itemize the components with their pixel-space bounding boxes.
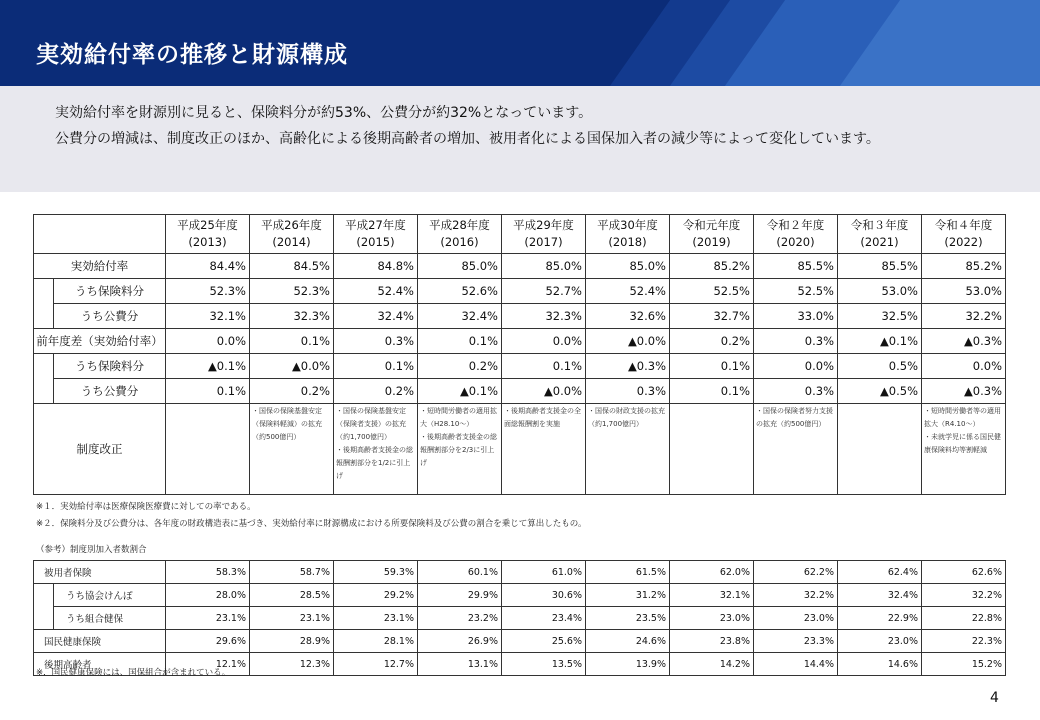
table-cell: 28.5% [250,584,334,607]
table-cell: 23.8% [670,630,754,653]
table-cell: 0.3% [754,329,838,354]
table-cell: 29.6% [166,630,250,653]
calendar-year-label: (2019) [692,235,731,249]
table-cell: 32.2% [922,304,1006,329]
table-cell: ▲0.0% [502,379,586,404]
table-cell: 22.9% [838,607,922,630]
table-cell: 29.2% [334,584,418,607]
table-cell: 32.2% [922,584,1006,607]
table-cell: 23.0% [754,607,838,630]
table-cell: 32.1% [670,584,754,607]
year-header [754,215,838,254]
table-cell: 85.5% [754,254,838,279]
table-cell: 30.6% [502,584,586,607]
row-national-health-insurance [34,630,1006,653]
row-yoy-public [34,379,1006,404]
row-employee-insurance [34,561,1006,584]
slide-header [0,0,1040,86]
table-cell: 62.4% [838,561,922,584]
table-cell: 0.2% [250,379,334,404]
table-cell: 61.0% [502,561,586,584]
calendar-year-label: (2020) [776,235,815,249]
fiscal-year-label: 平成29年度 [513,218,574,232]
year-header [166,215,250,254]
table-cell: 52.5% [754,279,838,304]
table-cell: 32.3% [250,304,334,329]
table-cell: 0.0% [754,354,838,379]
row-system-reform [34,404,1006,495]
table-cell: 23.1% [334,607,418,630]
table-cell: 32.4% [418,304,502,329]
table-cell: 28.1% [334,630,418,653]
table-cell: 0.5% [838,354,922,379]
table-cell: 0.1% [418,329,502,354]
row-kumiai-kenpo [34,607,1006,630]
table-cell: 32.7% [670,304,754,329]
row-label: うち保険料分 [54,279,166,304]
year-header-row [34,215,1006,254]
row-label: うち組合健保 [54,607,166,630]
intro-line-2: 公費分の増減は、制度改正のほか、高齢化による後期高齢者の増加、被用者化による国保加入者の減少等によって変化しています。 [55,131,880,147]
fiscal-year-label: 平成30年度 [597,218,658,232]
row-effective-rate [34,254,1006,279]
year-header [586,215,670,254]
row-kyokai-kenpo [34,584,1006,607]
row-label: うち協会けんぽ [54,584,166,607]
footnote-1: ※１．実効給付率は医療保険医療費に対しての率である。 [36,502,256,512]
reform-note-cell: ・短時間労働者の適用拡大（H28.10～） ・後期高齢者支援金の総報酬割部分を2/3に引上げ [418,404,502,495]
fiscal-year-label: 平成28年度 [429,218,490,232]
table-cell: 23.1% [250,607,334,630]
reform-note-cell [670,404,754,495]
table-cell: 23.2% [418,607,502,630]
reform-note-cell [838,404,922,495]
table-cell: 15.2% [922,653,1006,676]
page-title: 実効給付率の推移と財源構成 [36,42,348,68]
table-cell: 23.1% [166,607,250,630]
fiscal-year-label: 平成25年度 [177,218,238,232]
year-header [334,215,418,254]
table-cell: 0.0% [922,354,1006,379]
indent-cell [34,279,54,329]
table-cell: 52.7% [502,279,586,304]
table-cell: 28.9% [250,630,334,653]
calendar-year-label: (2014) [272,235,311,249]
table-cell: 32.4% [838,584,922,607]
row-premium-share [34,279,1006,304]
table-cell: 0.1% [670,354,754,379]
row-label: 前年度差（実効給付率） [34,329,166,354]
table-cell: 85.2% [922,254,1006,279]
row-label: うち保険料分 [54,354,166,379]
table-cell: 53.0% [922,279,1006,304]
calendar-year-label: (2022) [944,235,983,249]
footnote-2: ※２．保険料分及び公費分は、各年度の財政構造表に基づき、実効給付率に財源構成における所要保険料及び公費の割合を乗じて算出したもの。 [36,519,587,529]
table-cell: 0.1% [334,354,418,379]
year-header [250,215,334,254]
table-cell: 31.2% [586,584,670,607]
year-header [418,215,502,254]
table-cell: 52.3% [250,279,334,304]
table-cell: 0.3% [334,329,418,354]
table-cell: 12.3% [250,653,334,676]
footnote-3: ※．国民健康保険には、国保組合が含まれている。 [36,668,231,678]
table-cell: 14.6% [838,653,922,676]
table-cell: 12.7% [334,653,418,676]
table-cell: ▲0.3% [922,329,1006,354]
row-label: 被用者保険 [34,561,166,584]
table-cell: 0.2% [670,329,754,354]
calendar-year-label: (2021) [860,235,899,249]
table-cell: 23.5% [586,607,670,630]
fiscal-year-label: 令和２年度 [766,218,825,232]
table-cell: 85.0% [502,254,586,279]
table-cell: 0.2% [418,354,502,379]
reference-title: （参考）制度別加入者数割合 [36,545,147,555]
table-cell: 22.8% [922,607,1006,630]
table-cell: 32.5% [838,304,922,329]
table-cell: 61.5% [586,561,670,584]
table-cell: 60.1% [418,561,502,584]
table-cell: 58.3% [166,561,250,584]
calendar-year-label: (2018) [608,235,647,249]
table-cell: 23.0% [670,607,754,630]
table-cell: 12.1% [166,653,250,676]
table-cell: 62.6% [922,561,1006,584]
fiscal-year-label: 平成26年度 [261,218,322,232]
table-cell: 13.9% [586,653,670,676]
table-cell: 0.3% [586,379,670,404]
table-cell: 22.3% [922,630,1006,653]
table-cell: 62.0% [670,561,754,584]
intro-box [0,86,1040,192]
reform-note-cell: ・国保の保険者努力支援の拡充（約500億円） [754,404,838,495]
table-cell: 52.3% [166,279,250,304]
fiscal-year-label: 令和３年度 [850,218,909,232]
table-cell: 14.4% [754,653,838,676]
table-cell: ▲0.1% [166,354,250,379]
year-header [502,215,586,254]
reform-note-cell: ・国保の保険基盤安定（保険料軽減）の拡充（約500億円） [250,404,334,495]
year-header [838,215,922,254]
table-cell: 0.2% [334,379,418,404]
table-cell: 84.8% [334,254,418,279]
table-cell: ▲0.0% [250,354,334,379]
table-cell: ▲0.1% [838,329,922,354]
calendar-year-label: (2015) [356,235,395,249]
table-cell: 13.1% [418,653,502,676]
table-cell: 24.6% [586,630,670,653]
table-cell: 0.0% [502,329,586,354]
table-cell: 85.0% [418,254,502,279]
table-cell: 25.6% [502,630,586,653]
table-cell: 33.0% [754,304,838,329]
table-cell: 85.2% [670,254,754,279]
row-yoy-premium [34,354,1006,379]
table-cell: 14.2% [670,653,754,676]
table-cell: 85.5% [838,254,922,279]
table-cell: 26.9% [418,630,502,653]
page-number: 4 [990,690,999,706]
table-cell: 62.2% [754,561,838,584]
table-cell: 52.4% [334,279,418,304]
table-cell: 59.3% [334,561,418,584]
table-cell: 85.0% [586,254,670,279]
table-cell: 32.3% [502,304,586,329]
table-cell: 52.5% [670,279,754,304]
row-label: うち公費分 [54,304,166,329]
row-label: 実効給付率 [34,254,166,279]
table-cell: 0.1% [250,329,334,354]
row-yoy-diff [34,329,1006,354]
table-cell: 32.1% [166,304,250,329]
fiscal-year-label: 平成27年度 [345,218,406,232]
row-label: うち公費分 [54,379,166,404]
table-cell: 32.2% [754,584,838,607]
table-cell: 28.0% [166,584,250,607]
fiscal-year-label: 令和元年度 [682,218,741,232]
reform-note-cell: ・後期高齢者支援金の全面総報酬割を実施 [502,404,586,495]
indent-cell [34,354,54,404]
reform-note-cell: ・短時間労働者等の適用拡大（R4.10～） ・未就学児に係る国民健康保険料均等割軽減 [922,404,1006,495]
table-cell: 32.4% [334,304,418,329]
table-cell: ▲0.3% [922,379,1006,404]
indent-cell [34,584,54,630]
table-cell: ▲0.5% [838,379,922,404]
table-cell: ▲0.0% [586,329,670,354]
calendar-year-label: (2016) [440,235,479,249]
row-label: 国民健康保険 [34,630,166,653]
table-cell: 52.6% [418,279,502,304]
table-cell: 32.6% [586,304,670,329]
table-cell: 52.4% [586,279,670,304]
table-cell: 0.1% [670,379,754,404]
table-cell: 84.5% [250,254,334,279]
row-public-share [34,304,1006,329]
reform-note-cell: ・国保の保険基盤安定（保険者支援）の拡充（約1,700億円） ・後期高齢者支援金の総報酬割部分を1/2に引上げ [334,404,418,495]
year-header [922,215,1006,254]
benefit-rate-table [33,214,1006,495]
table-cell: 58.7% [250,561,334,584]
table-cell: 23.3% [754,630,838,653]
header-corner-cell [34,215,166,254]
enrollment-share-table [33,560,1006,676]
calendar-year-label: (2017) [524,235,563,249]
calendar-year-label: (2013) [188,235,227,249]
table-cell: 53.0% [838,279,922,304]
reform-note-cell [166,404,250,495]
table-cell: 84.4% [166,254,250,279]
table-cell: 0.0% [166,329,250,354]
table-cell: 13.5% [502,653,586,676]
reform-note-cell: ・国保の財政支援の拡充（約1,700億円） [586,404,670,495]
row-label: 後期高齢者 [34,653,166,676]
table-cell: 0.1% [502,354,586,379]
table-cell: 23.0% [838,630,922,653]
year-header [670,215,754,254]
intro-line-1: 実効給付率を財源別に見ると、保険料分が約53%、公費分が約32%となっています。 [55,105,593,121]
table-cell: ▲0.1% [418,379,502,404]
row-label: 制度改正 [34,404,166,495]
table-cell: 23.4% [502,607,586,630]
table-cell: 0.1% [166,379,250,404]
fiscal-year-label: 令和４年度 [934,218,993,232]
table-cell: ▲0.3% [586,354,670,379]
table-cell: 29.9% [418,584,502,607]
table-cell: 0.3% [754,379,838,404]
